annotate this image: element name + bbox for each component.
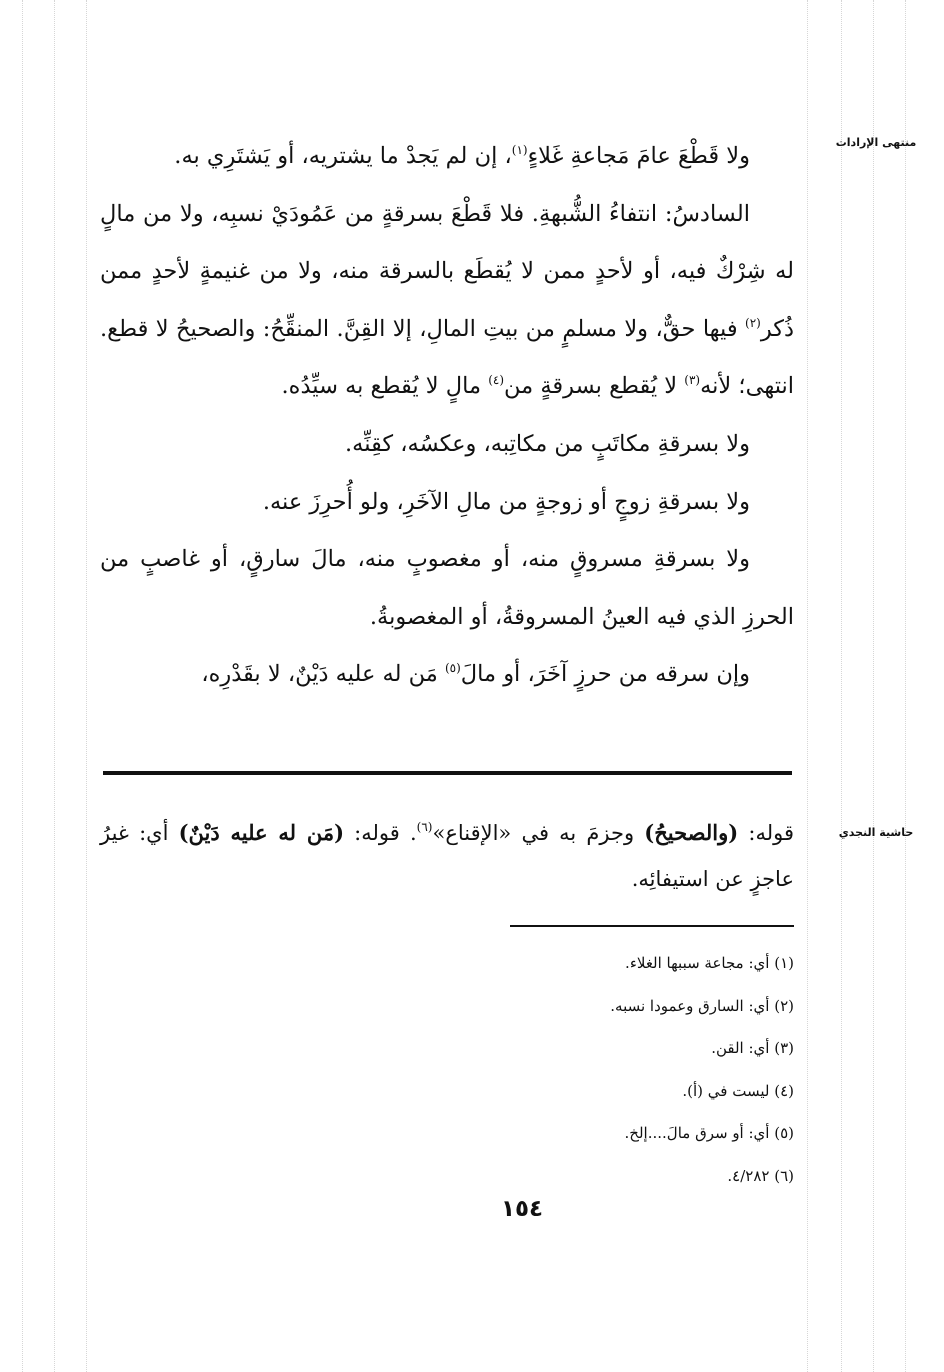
guide-line	[54, 0, 55, 1372]
footnote-item: (٤) ليست في (أ).	[682, 1081, 794, 1100]
text-run: لا يُقطع بسرقةٍ من	[504, 373, 685, 400]
footnote-item: (٣) أي: القن.	[711, 1039, 794, 1057]
footnote-item: (٢) أي: السارق وعمودا نسبه.	[610, 996, 794, 1015]
text-run: فيها حقٌّ، ولا مسلمٍ من بيتِ المالِ، إلا القِنَّ. المنقِّحُ: والصحيحُ لا قطع. انتهى؛ لأنه	[100, 315, 794, 400]
side-label-main-text: منتهى الإرادات	[835, 136, 917, 149]
paragraph	[100, 646, 794, 704]
guide-line	[905, 0, 906, 1372]
text-run: مَن له عليه دَيْنٌ، لا بقَدْرِه،	[201, 661, 445, 688]
text-run: وجزمَ به في «الإقناع»	[432, 821, 645, 845]
footnote-ref[interactable]: (٤)	[488, 373, 505, 388]
guide-line	[841, 0, 842, 1372]
side-label-commentary: حاشية النجدي	[838, 826, 914, 839]
guide-line	[873, 0, 874, 1372]
footnotes	[400, 942, 794, 1197]
guide-line	[86, 0, 87, 1372]
text-run: مالٍ لا يُقطع به سيِّدُه.	[281, 373, 489, 400]
footnote-ref[interactable]: (٥)	[444, 661, 461, 676]
footnote-ref[interactable]: (٣)	[684, 373, 701, 388]
paragraph	[100, 186, 794, 416]
footnote-ref[interactable]: (١)	[511, 143, 528, 157]
text-run: ولا قَطْعَ عامَ مَجاعةِ غَلاءٍ	[527, 143, 750, 169]
text-run: السادسُ: انتفاءُ الشُّبهةِ. فلا قَطْعَ بسرقةٍ من عَمُودَيْ نسبِه، ولا من مالٍ له شِرْكٌ فيه، أو لأحدٍ ممن لا يُقطَع بالسرقة منه، ولا من غنيمةٍ لأحدٍ ممن ذُكر	[100, 200, 794, 342]
footnote-item: (٦) ٤/٢٨٢.	[727, 1166, 794, 1185]
paragraph: ولا بسرقةِ مكاتَبٍ من مكاتِبه، وعكسُه، كقِنِّه.	[345, 430, 750, 457]
text-run: . قوله:	[344, 821, 417, 845]
paragraph: ولا بسرقةِ زوجٍ أو زوجةٍ من مالِ الآخَرِ، ولو أُحرِزَ عنه.	[262, 488, 750, 515]
footnote-item: (١) أي: مجاعة سببها الغلاء.	[625, 954, 794, 972]
main-text	[100, 128, 794, 704]
commentary-text	[100, 810, 794, 902]
page-number: ١٥٤	[500, 1196, 544, 1222]
footnote-divider	[510, 925, 794, 927]
text-run: وإن سرقه من حرزٍ آخَرَ، أو مالَ	[460, 661, 750, 688]
guide-line	[807, 0, 808, 1372]
text-run: قوله:	[738, 821, 794, 845]
footnote-ref[interactable]: (٦)	[416, 820, 433, 834]
quoted-term: (مَن له عليه دَيْنٌ)	[178, 820, 345, 845]
footnote-item: (٥) أي: أو سرق مالَ....إلخ.	[624, 1124, 794, 1142]
footnote-ref[interactable]: (٢)	[745, 315, 761, 330]
text-run: ، إن لم يَجدْ ما يشتريه، أو يَشتَرِي به.	[174, 143, 512, 169]
text-run: أي: غيرُ عاجزٍ عن استيفائِه.	[100, 821, 794, 891]
paragraph: ولا بسرقةِ مسروقٍ منه، أو مغصوبٍ منه، مالَ سارقٍ، أو غاصبٍ من الحرزِ الذي فيه العينُ المسروقةُ، أو المغصوبةُ.	[100, 546, 794, 630]
paragraph	[100, 128, 794, 186]
section-divider	[103, 771, 792, 775]
guide-line	[22, 0, 23, 1372]
quoted-term: (والصحيحُ)	[644, 820, 739, 845]
